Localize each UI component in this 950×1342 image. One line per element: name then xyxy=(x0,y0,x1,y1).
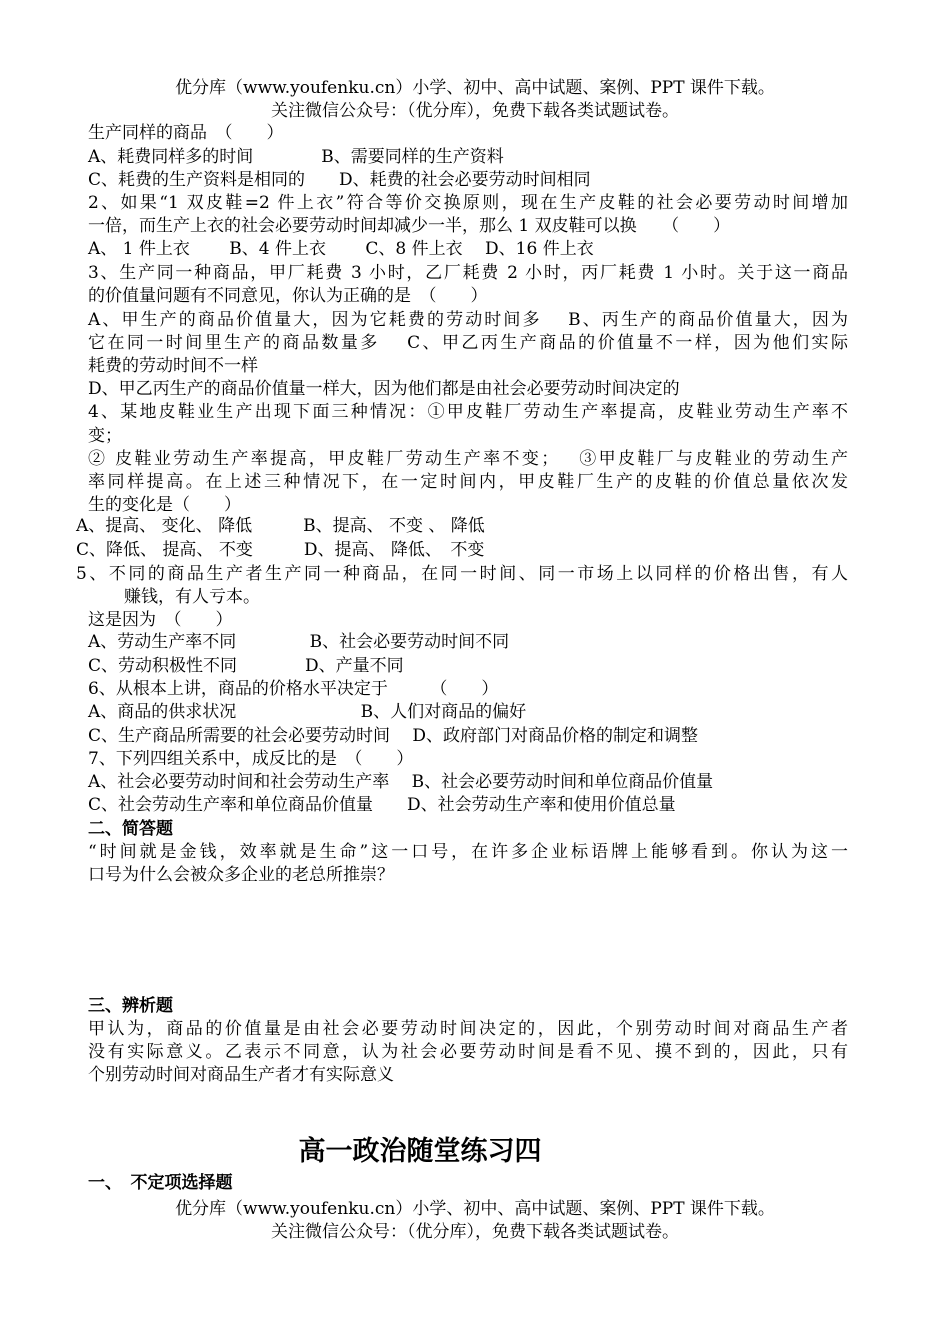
q5-options-ab: A、劳动生产率不同 B、社会必要劳动时间不同 xyxy=(88,632,510,652)
q7-options-ab: A、社会必要劳动时间和社会劳动生产率 B、社会必要劳动时间和单位商品价值量 xyxy=(88,772,714,792)
q3-line-6: D、甲乙丙生产的商品价值量一样大，因为他们都是由社会必要劳动时间决定的 xyxy=(88,379,680,399)
section-2-heading: 二、简答题 xyxy=(88,819,173,839)
footer-line-1: 优分库（www.youfenku.cn）小学、初中、高中试题、案例、PPT 课件下载。 xyxy=(175,1199,775,1219)
footer-line-2: 关注微信公众号：（优分库），免费下载各类试题试卷。 xyxy=(271,1222,679,1242)
q4-line-1: 4、某地皮鞋业生产出现下面三种情况：①甲皮鞋厂劳动生产率提高，皮鞋业劳动生产率不 xyxy=(88,402,848,422)
section-2-line-2: 口号为什么会被众多企业的老总所推崇？ xyxy=(88,865,394,885)
q6-options-ab: A、商品的供求状况 B、人们对商品的偏好 xyxy=(88,702,527,722)
header-line-1: 优分库（www.youfenku.cn）小学、初中、高中试题、案例、PPT 课件下载。 xyxy=(175,78,775,98)
q2-options: A、 1 件上衣 B、4 件上衣 C、8 件上衣 D、16 件上衣 xyxy=(88,239,594,259)
q6-stem: 6、从根本上讲，商品的价格水平决定于 （ ） xyxy=(88,679,499,699)
section-2-line-1: “时间就是金钱，效率就是生命”这一口号，在许多企业标语牌上能够看到。你认为这一 xyxy=(88,842,848,862)
q6-options-cd: C、生产商品所需要的社会必要劳动时间 D、政府部门对商品价格的制定和调整 xyxy=(88,726,699,746)
q4-options-ab: A、提高、 变化、 降低 B、提高、 不变 、 降低 xyxy=(76,516,485,536)
section-1-heading: 一、 不定项选择题 xyxy=(88,1173,233,1193)
q3-line-3: A、甲生产的商品价值量大，因为它耗费的劳动时间多 B、丙生产的商品价值量大，因为 xyxy=(88,310,848,330)
q5-line-1: 5、不同的商品生产者生产同一种商品，在同一时间、同一市场上以同样的价格出售，有人 xyxy=(76,564,848,584)
q7-options-cd: C、社会劳动生产率和单位商品价值量 D、社会劳动生产率和使用价值总量 xyxy=(88,795,676,815)
q1-options-ab: A、耗费同样多的时间 B、需要同样的生产资料 xyxy=(88,147,504,167)
q4-line-3: ② 皮鞋业劳动生产率提高，甲皮鞋厂劳动生产率不变； ③甲皮鞋厂与皮鞋业的劳动生产 xyxy=(88,449,848,469)
section-3-line-2: 没有实际意义。乙表示不同意，认为社会必要劳动时间是看不见、摸不到的，因此，只有 xyxy=(88,1042,848,1062)
q3-line-4: 它在同一时间里生产的商品数量多 C、甲乙丙生产商品的价值量不一样，因为他们实际 xyxy=(88,333,848,353)
q4-line-4: 率同样提高。在上述三种情况下，在一定时间内，甲皮鞋厂生产的皮鞋的价值总量依次发 xyxy=(88,472,848,492)
q3-line-2: 的价值量问题有不同意见，你认为正确的是 （ ） xyxy=(88,286,488,306)
q4-options-cd: C、降低、 提高、 不变 D、提高、 降低、 不变 xyxy=(76,540,485,560)
q1-options-cd: C、耗费的生产资料是相同的 D、耗费的社会必要劳动时间相同 xyxy=(88,170,591,190)
q2-line-2: 一倍，而生产上衣的社会必要劳动时间却减少一半，那么 1 双皮鞋可以换 （ ） xyxy=(88,216,731,236)
practice-title: 高一政治随堂练习四 xyxy=(298,1136,542,1167)
q5-line-3: 这是因为 （ ） xyxy=(88,610,233,630)
q3-line-1: 3、生产同一种商品，甲厂耗费 3 小时，乙厂耗费 2 小时，丙厂耗费 1 小时。关于这一商品 xyxy=(88,263,848,283)
q2-line-1: 2、如果“1 双皮鞋=2 件上衣”符合等价交换原则，现在生产皮鞋的社会必要劳动时间增加 xyxy=(88,193,848,213)
q1-stem: 生产同样的商品 （ ） xyxy=(88,123,284,143)
q4-line-2: 变； xyxy=(88,426,122,446)
q4-line-5: 生的变化是（ ） xyxy=(88,495,241,515)
q7-stem: 7、下列四组关系中，成反比的是 （ ） xyxy=(88,749,414,769)
q3-line-5: 耗费的劳动时间不一样 xyxy=(88,356,258,376)
header-line-2: 关注微信公众号：（优分库），免费下载各类试题试卷。 xyxy=(271,101,679,121)
q5-options-cd: C、劳动积极性不同 D、产量不同 xyxy=(88,656,404,676)
section-3-line-3: 个别劳动时间对商品生产者才有实际意义 xyxy=(88,1065,394,1085)
section-3-line-1: 甲认为，商品的价值量是由社会必要劳动时间决定的，因此，个别劳动时间对商品生产者 xyxy=(88,1019,848,1039)
q5-line-2: 赚钱，有人亏本。 xyxy=(124,587,260,607)
section-3-heading: 三、辨析题 xyxy=(88,996,173,1016)
